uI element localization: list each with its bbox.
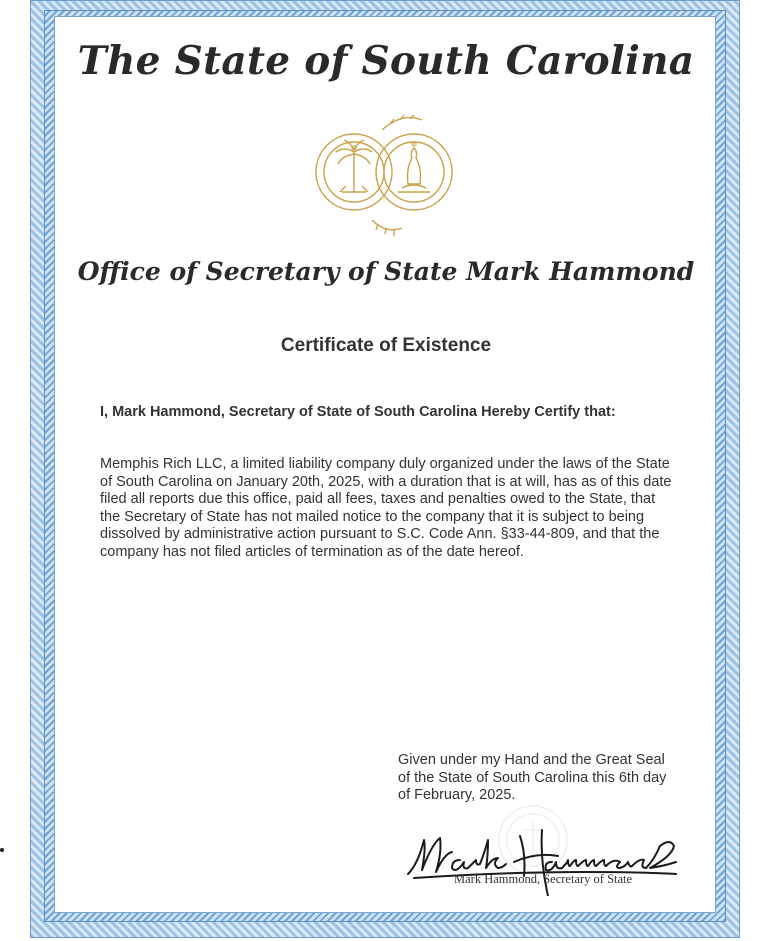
given-line: Given under my Hand and the Great Seal	[398, 752, 665, 768]
given-line: of the State of South Carolina this 6th day	[398, 769, 667, 786]
scan-speck	[0, 848, 4, 852]
signature-caption: Mark Hammond, Secretary of State	[454, 872, 633, 886]
document-title: The State of South Carolina	[77, 38, 695, 84]
certificate-body: Memphis Rich LLC, a limited liability company duly organized under the laws of the State of South Carolina on January 20th, 2025, with a duration that is at will, has as of this date filed all reports due this office, paid all fees, taxes and penalties owed to the State, that the Secretary of State has not mailed notice to the company that it is subject to being dissolved by administrative action pursuant to S.C. Code Ann. §33-44-809, and that the company has not filed articles of termination as of the date hereof.	[100, 456, 672, 560]
given-line: of February, 2025.	[398, 787, 516, 803]
state-seal-icon	[312, 104, 462, 242]
given-under-hand	[398, 752, 698, 805]
issuing-office: Office of Secretary of State Mark Hammond	[77, 257, 695, 286]
certification-statement: I, Mark Hammond, Secretary of State of South Carolina Hereby Certify that:	[100, 404, 616, 420]
certificate-heading: Certificate of Existence	[280, 335, 492, 356]
